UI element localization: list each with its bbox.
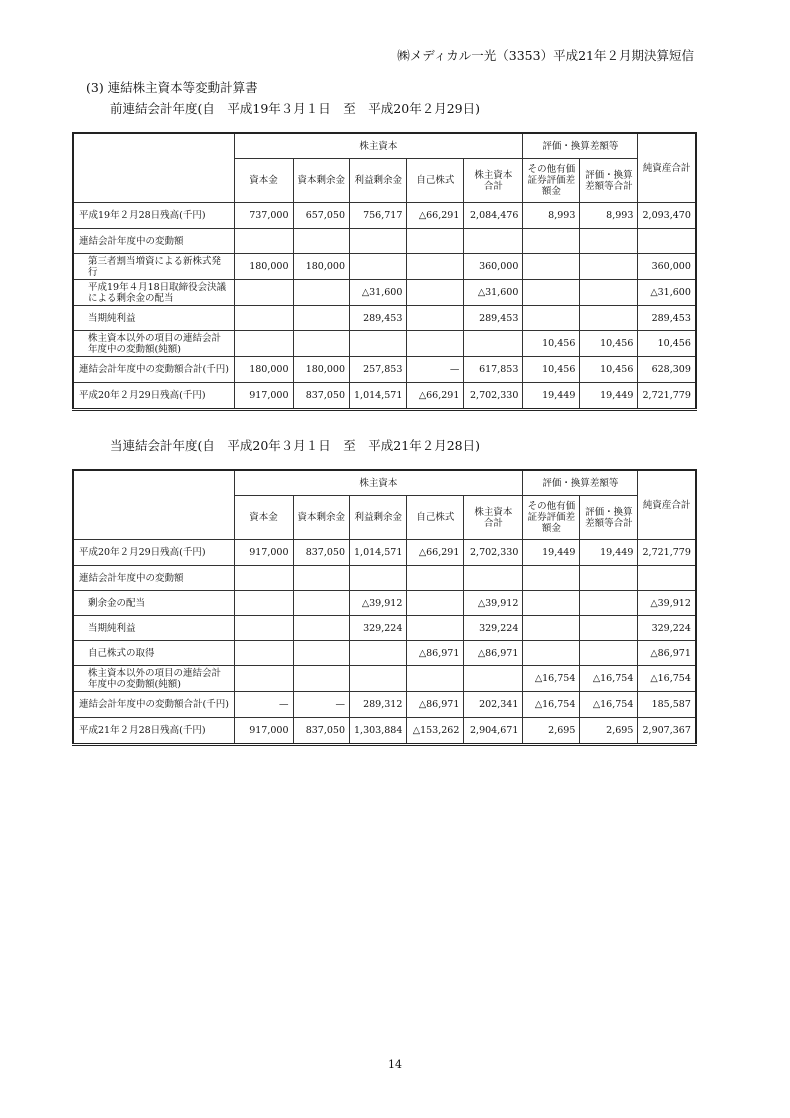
table-row: [73, 331, 696, 357]
value-cell: [293, 280, 350, 306]
value-cell: [350, 254, 407, 280]
value-cell: △16,754: [638, 666, 696, 692]
row-label: 平成20年２月29日残高(千円): [73, 383, 234, 410]
value-cell: 289,453: [464, 306, 523, 331]
row-label: 平成19年２月28日残高(千円): [73, 203, 234, 229]
value-cell: 917,000: [234, 383, 293, 410]
value-cell: △66,291: [407, 540, 464, 566]
value-cell: △39,912: [464, 591, 523, 616]
value-cell: [464, 229, 523, 254]
header-treasury-stock: 自己株式: [407, 159, 464, 203]
table-row: [73, 641, 696, 666]
header-total-shareholders-equity: 株主資本合計: [464, 159, 523, 203]
value-cell: —: [407, 357, 464, 383]
value-cell: 360,000: [638, 254, 696, 280]
value-cell: 756,717: [350, 203, 407, 229]
value-cell: 10,456: [580, 331, 638, 357]
value-cell: [293, 566, 350, 591]
value-cell: [234, 616, 293, 641]
value-cell: △86,971: [638, 641, 696, 666]
value-cell: 737,000: [234, 203, 293, 229]
value-cell: [407, 229, 464, 254]
value-cell: △86,971: [407, 641, 464, 666]
value-cell: [523, 641, 580, 666]
header-valuation-group: 評価・換算差額等: [523, 470, 638, 496]
value-cell: [407, 254, 464, 280]
header-unrealized-gains: その他有価証券評価差額金: [523, 159, 580, 203]
value-cell: 360,000: [464, 254, 523, 280]
table-row: [73, 566, 696, 591]
value-cell: 180,000: [234, 357, 293, 383]
table-row: [73, 229, 696, 254]
value-cell: [638, 229, 696, 254]
value-cell: △16,754: [523, 692, 580, 718]
value-cell: 329,224: [638, 616, 696, 641]
table-body-prior-year: [73, 203, 696, 410]
table-row: [73, 692, 696, 718]
value-cell: [523, 254, 580, 280]
header-blank-cell: [73, 470, 234, 540]
value-cell: 8,993: [523, 203, 580, 229]
value-cell: 657,050: [293, 203, 350, 229]
value-cell: [580, 280, 638, 306]
row-label: 連結会計年度中の変動額合計(千円): [73, 357, 234, 383]
table-row: [73, 718, 696, 745]
row-label: 連結会計年度中の変動額: [73, 566, 234, 591]
row-label: 株主資本以外の項目の連結会計年度中の変動額(純額): [73, 331, 234, 357]
value-cell: △66,291: [407, 383, 464, 410]
table-row: [73, 280, 696, 306]
header-retained-earnings: 利益剰余金: [350, 496, 407, 540]
value-cell: △66,291: [407, 203, 464, 229]
header-capital-stock: 資本金: [234, 159, 293, 203]
value-cell: [638, 566, 696, 591]
value-cell: [580, 616, 638, 641]
value-cell: [293, 229, 350, 254]
value-cell: [523, 280, 580, 306]
period-title-prior-year: 前連結会計年度(自 平成19年３月１日 至 平成20年２月29日): [110, 101, 480, 116]
row-label: 自己株式の取得: [73, 641, 234, 666]
header-treasury-stock: 自己株式: [407, 496, 464, 540]
value-cell: △31,600: [464, 280, 523, 306]
row-label: 連結会計年度中の変動額: [73, 229, 234, 254]
value-cell: [293, 331, 350, 357]
value-cell: [350, 641, 407, 666]
value-cell: 10,456: [523, 357, 580, 383]
value-cell: 2,695: [523, 718, 580, 745]
value-cell: △31,600: [350, 280, 407, 306]
value-cell: 289,453: [350, 306, 407, 331]
header-total-net-assets: 純資産合計: [638, 133, 696, 203]
table-row: [73, 383, 696, 410]
value-cell: △31,600: [638, 280, 696, 306]
value-cell: 8,993: [580, 203, 638, 229]
value-cell: 289,312: [350, 692, 407, 718]
value-cell: [523, 616, 580, 641]
value-cell: 185,587: [638, 692, 696, 718]
header-valuation-group: 評価・換算差額等: [523, 133, 638, 159]
row-label: 第三者割当増資による新株式発行: [73, 254, 234, 280]
header-shareholders-equity-group: 株主資本: [234, 133, 523, 159]
value-cell: 917,000: [234, 540, 293, 566]
value-cell: [350, 566, 407, 591]
value-cell: —: [293, 692, 350, 718]
value-cell: 2,084,476: [464, 203, 523, 229]
table-body-current-year: [73, 540, 696, 745]
value-cell: [523, 306, 580, 331]
value-cell: [293, 306, 350, 331]
value-cell: [407, 591, 464, 616]
value-cell: 2,907,367: [638, 718, 696, 745]
row-label: 当期純利益: [73, 616, 234, 641]
value-cell: 2,702,330: [464, 540, 523, 566]
value-cell: 1,014,571: [350, 383, 407, 410]
table-row: [73, 357, 696, 383]
header-retained-earnings: 利益剰余金: [350, 159, 407, 203]
value-cell: [464, 331, 523, 357]
table-row: [73, 616, 696, 641]
header-total-shareholders-equity: 株主資本合計: [464, 496, 523, 540]
value-cell: —: [234, 692, 293, 718]
value-cell: △86,971: [464, 641, 523, 666]
header-capital-stock: 資本金: [234, 496, 293, 540]
value-cell: [580, 229, 638, 254]
value-cell: 837,050: [293, 540, 350, 566]
value-cell: [293, 616, 350, 641]
row-label: 剰余金の配当: [73, 591, 234, 616]
value-cell: [234, 566, 293, 591]
value-cell: 2,721,779: [638, 540, 696, 566]
header-capital-surplus: 資本剰余金: [293, 496, 350, 540]
row-label: 平成20年２月29日残高(千円): [73, 540, 234, 566]
value-cell: 2,695: [580, 718, 638, 745]
value-cell: [580, 566, 638, 591]
value-cell: [523, 566, 580, 591]
value-cell: 180,000: [293, 254, 350, 280]
value-cell: △16,754: [580, 692, 638, 718]
value-cell: 19,449: [580, 540, 638, 566]
value-cell: 329,224: [464, 616, 523, 641]
value-cell: 202,341: [464, 692, 523, 718]
value-cell: [234, 306, 293, 331]
value-cell: [580, 254, 638, 280]
value-cell: [234, 331, 293, 357]
value-cell: 10,456: [580, 357, 638, 383]
value-cell: [407, 616, 464, 641]
value-cell: 329,224: [350, 616, 407, 641]
value-cell: [580, 306, 638, 331]
value-cell: △153,262: [407, 718, 464, 745]
table-row: [73, 306, 696, 331]
value-cell: 917,000: [234, 718, 293, 745]
value-cell: 257,853: [350, 357, 407, 383]
value-cell: 1,014,571: [350, 540, 407, 566]
value-cell: △39,912: [350, 591, 407, 616]
header-blank-cell: [73, 133, 234, 203]
value-cell: [407, 280, 464, 306]
period-title-current-year: 当連結会計年度(自 平成20年３月１日 至 平成21年２月28日): [110, 438, 480, 453]
value-cell: [234, 591, 293, 616]
value-cell: △16,754: [523, 666, 580, 692]
table-row: [73, 254, 696, 280]
header-total-net-assets: 純資産合計: [638, 470, 696, 540]
value-cell: 19,449: [580, 383, 638, 410]
header-unrealized-gains: その他有価証券評価差額金: [523, 496, 580, 540]
value-cell: [464, 666, 523, 692]
value-cell: [293, 666, 350, 692]
value-cell: [234, 280, 293, 306]
statement-table-current-year: [72, 469, 697, 746]
value-cell: [350, 229, 407, 254]
value-cell: 19,449: [523, 540, 580, 566]
header-total-valuation: 評価・換算差額等合計: [580, 496, 638, 540]
value-cell: 2,702,330: [464, 383, 523, 410]
row-label: 平成21年２月28日残高(千円): [73, 718, 234, 745]
value-cell: [407, 566, 464, 591]
value-cell: 180,000: [293, 357, 350, 383]
header-capital-surplus: 資本剰余金: [293, 159, 350, 203]
value-cell: 2,721,779: [638, 383, 696, 410]
value-cell: 837,050: [293, 383, 350, 410]
header-total-valuation: 評価・換算差額等合計: [580, 159, 638, 203]
table-row: [73, 203, 696, 229]
value-cell: 2,904,671: [464, 718, 523, 745]
value-cell: [293, 591, 350, 616]
page-number: 14: [388, 1058, 402, 1071]
value-cell: 628,309: [638, 357, 696, 383]
statement-table-prior-year: [72, 132, 697, 411]
row-label: 連結会計年度中の変動額合計(千円): [73, 692, 234, 718]
value-cell: [234, 229, 293, 254]
table-row: [73, 540, 696, 566]
value-cell: 180,000: [234, 254, 293, 280]
section-title: (3) 連結株主資本等変動計算書: [86, 80, 258, 95]
value-cell: △39,912: [638, 591, 696, 616]
value-cell: [407, 306, 464, 331]
row-label: 平成19年４月18日取締役会決議による剰余金の配当: [73, 280, 234, 306]
value-cell: 617,853: [464, 357, 523, 383]
row-label: 株主資本以外の項目の連結会計年度中の変動額(純額): [73, 666, 234, 692]
value-cell: △16,754: [580, 666, 638, 692]
value-cell: [234, 666, 293, 692]
value-cell: [464, 566, 523, 591]
value-cell: 1,303,884: [350, 718, 407, 745]
value-cell: 19,449: [523, 383, 580, 410]
value-cell: 2,093,470: [638, 203, 696, 229]
value-cell: 289,453: [638, 306, 696, 331]
value-cell: [407, 331, 464, 357]
value-cell: [523, 591, 580, 616]
value-cell: [580, 641, 638, 666]
value-cell: 10,456: [638, 331, 696, 357]
value-cell: [234, 641, 293, 666]
value-cell: [580, 591, 638, 616]
document-header: ㈱メディカル一光（3353）平成21年２月期決算短信: [397, 48, 694, 63]
value-cell: △86,971: [407, 692, 464, 718]
value-cell: [293, 641, 350, 666]
table-row: [73, 666, 696, 692]
value-cell: [523, 229, 580, 254]
table-row: [73, 591, 696, 616]
value-cell: [407, 666, 464, 692]
header-shareholders-equity-group: 株主資本: [234, 470, 523, 496]
value-cell: 10,456: [523, 331, 580, 357]
value-cell: [350, 331, 407, 357]
value-cell: [350, 666, 407, 692]
row-label: 当期純利益: [73, 306, 234, 331]
value-cell: 837,050: [293, 718, 350, 745]
